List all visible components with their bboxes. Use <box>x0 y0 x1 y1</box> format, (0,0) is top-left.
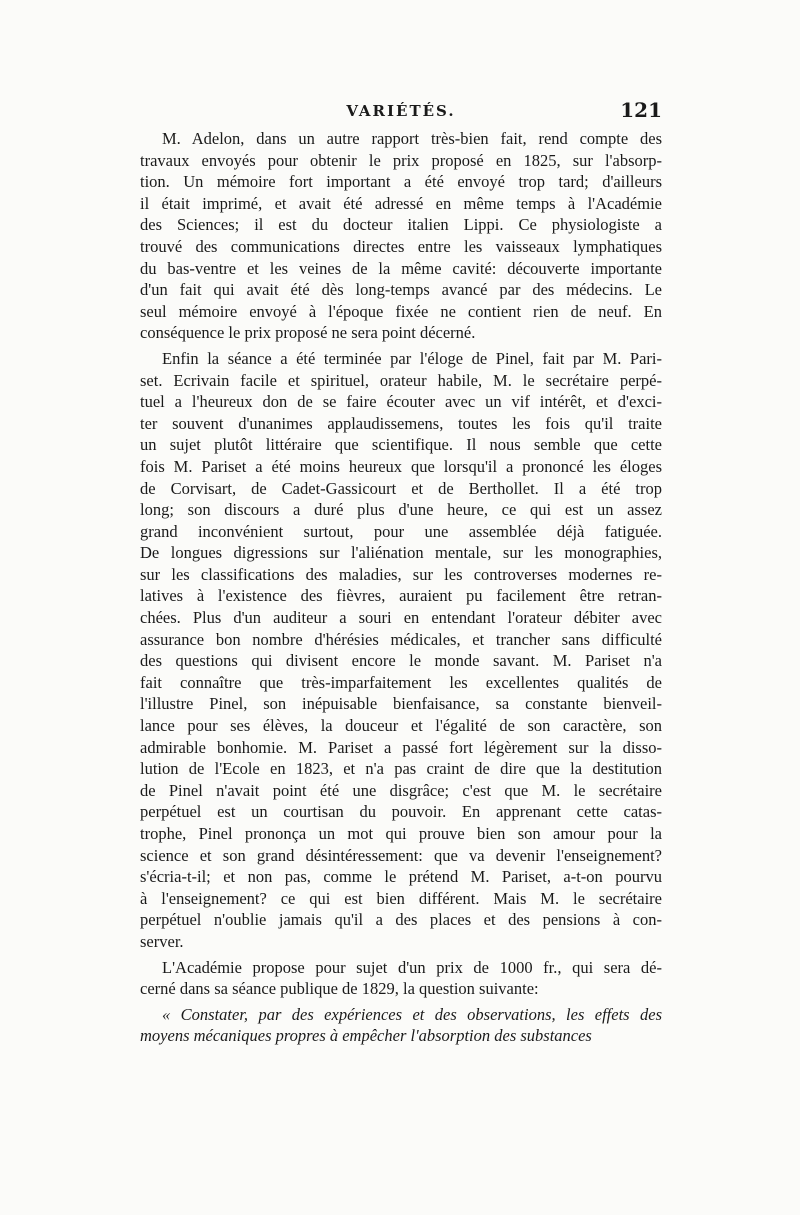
text-line: des Sciences; il est du docteur italien Lippi. Ce physiologiste a <box>140 215 662 235</box>
text-line: seul mémoire envoyé à l'époque fixée ne contient rien de neuf. En <box>140 301 662 321</box>
text-line: lution de l'Ecole en 1823, et n'a pas craint de dire que la destitution <box>140 759 662 779</box>
page-header <box>140 96 662 126</box>
text-line: sur les classifications des maladies, sur les controverses modernes re- <box>140 564 662 584</box>
text-line: Enfin la séance a été terminée par l'éloge de Pinel, fait par M. Pari- <box>162 348 662 368</box>
text-line: conséquence le prix proposé ne sera point décerné. <box>140 323 476 343</box>
text-line: des questions qui divisent encore le monde savant. M. Pariset n'a <box>140 651 662 671</box>
text-line: à l'enseignement? ce qui est bien différent. Mais M. le secrétaire <box>140 888 662 908</box>
text-line: perpétuel n'oublie jamais qu'il a des places et des pensions à con- <box>140 910 662 930</box>
text-line: de Pinel n'avait point été une disgrâce; c'est que M. le secrétaire <box>140 780 662 800</box>
text-line: « Constater, par des expériences et des observations, les effets des <box>162 1004 662 1024</box>
running-title: VARIÉTÉS. <box>346 102 456 120</box>
text-line: d'un fait qui avait été dès long-temps avancé par des médecins. Le <box>140 280 662 300</box>
text-line: De longues digressions sur l'aliénation mentale, sur les monographies, <box>140 543 662 563</box>
text-line: M. Adelon, dans un autre rapport très-bien fait, rend compte des <box>162 129 662 148</box>
text-line: lance pour ses élèves, la douceur et l'égalité de son caractère, son <box>140 716 662 736</box>
text-line: science et son grand désintéressement: que va devenir l'enseignement? <box>140 845 662 865</box>
text-line: latives à l'existence des fièvres, auraient pu facilement être retran- <box>140 586 662 606</box>
text-line: L'Académie propose pour sujet d'un prix de 1000 fr., qui sera dé- <box>162 957 662 977</box>
text-line: ter souvent d'unanimes applaudissemens, toutes les fois qu'il traite <box>140 413 662 433</box>
paragraph-p4 <box>140 1004 662 1047</box>
text-line: l'illustre Pinel, son inépuisable bienfaisance, sa constante bienveil- <box>140 694 662 714</box>
text-line: admirable bonhomie. M. Pariset a passé fort légèrement sur la disso- <box>140 737 662 757</box>
text-line: set. Ecrivain facile et spirituel, orateur habile, M. le secrétaire perpé- <box>140 370 662 390</box>
text-line: fait connaître que très-imparfaitement les excellentes qualités de <box>140 672 662 692</box>
paragraph-p1 <box>140 128 662 344</box>
text-line: s'écria-t-il; et non pas, comme le prétend M. Pariset, a-t-on pourvu <box>140 867 662 887</box>
text-line: trouvé des communications directes entre les vaisseaux lymphatiques <box>140 236 662 256</box>
text-line: il était imprimé, et avait été adressé en même temps à l'Académie <box>140 193 662 213</box>
text-line: grand inconvénient surtout, pour une assemblée déjà fatiguée. <box>140 521 662 541</box>
body-text <box>140 128 662 1047</box>
text-line: assurance bon nombre d'hérésies médicales, et trancher sans difficulté <box>140 629 662 649</box>
text-line: tion. Un mémoire fort important a été envoyé trop tard; d'ailleurs <box>140 172 662 192</box>
text-line: du bas-ventre et les veines de la même cavité: découverte importante <box>140 258 662 278</box>
text-line: tuel a l'heureux don de se faire écouter avec un vif intérêt, et d'exci- <box>140 392 662 412</box>
paragraph-p2 <box>140 348 662 953</box>
text-line: moyens mécaniques propres à empêcher l'absorption des substances <box>140 1026 592 1046</box>
text-line: long; son discours a duré plus d'une heure, ce qui est un assez <box>140 500 662 520</box>
text-line: chées. Plus d'un auditeur a souri en entendant l'orateur débiter avec <box>140 608 662 628</box>
text-line: travaux envoyés pour obtenir le prix proposé en 1825, sur l'absorp- <box>140 150 662 170</box>
text-line: perpétuel est un courtisan du pouvoir. En apprenant cette catas- <box>140 802 662 822</box>
text-line: cerné dans sa séance publique de 1829, la question suivante: <box>140 979 539 999</box>
paragraph-p3 <box>140 957 662 1000</box>
text-line: un sujet plutôt littéraire que scientifique. Il nous semble que cette <box>140 435 662 455</box>
text-line: server. <box>140 931 184 951</box>
text-line: de Corvisart, de Cadet-Gassicourt et de Berthollet. Il a été trop <box>140 478 662 498</box>
text-line: trophe, Pinel prononça un mot qui prouve bien son amour pour la <box>140 824 662 843</box>
text-line: fois M. Pariset a été moins heureux que lorsqu'il a prononcé les éloges <box>140 456 662 476</box>
page-number: 121 <box>620 98 662 122</box>
